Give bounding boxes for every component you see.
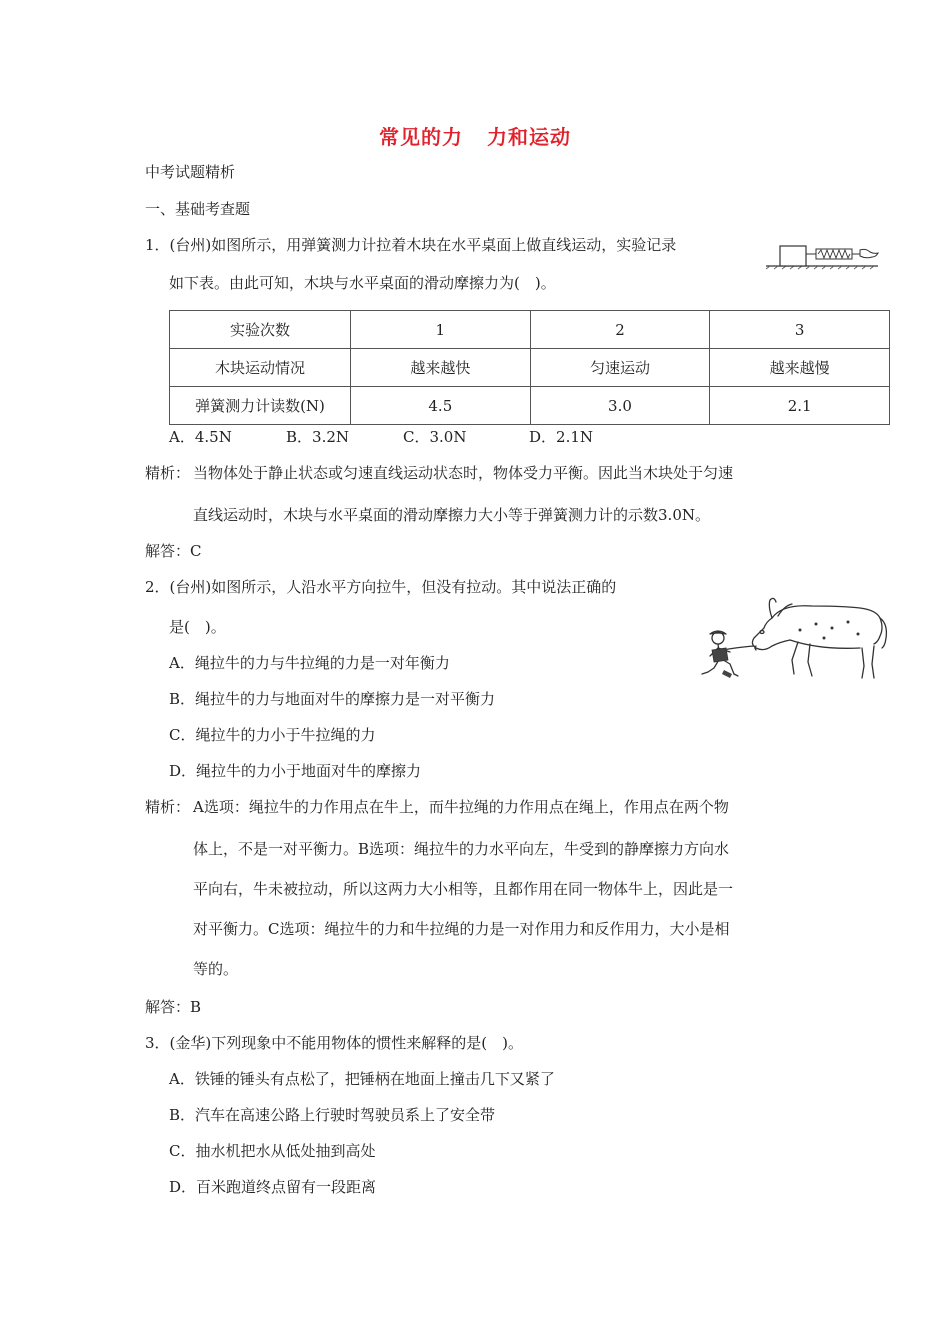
q2-option-b: B．绳拉牛的力与地面对牛的摩擦力是一对平衡力	[169, 690, 496, 708]
q3-stem: 3．(金华)下列现象中不能用物体的惯性来解释的是( )。	[145, 1034, 523, 1052]
q1-option-b: B．3.2N	[286, 428, 350, 446]
page-title	[0, 127, 950, 147]
q2-analysis-line-4: 对平衡力。C选项：绳拉牛的力和牛拉绳的力是一对作用力和反作用力，大小是相	[193, 920, 730, 938]
title-part-1: 常见的力	[379, 125, 463, 149]
table-cell: 2.1	[710, 387, 890, 425]
table-row	[170, 311, 890, 349]
table-cell: 实验次数	[170, 311, 351, 349]
q2-analysis-line-3: 平向右，牛未被拉动，所以这两力大小相等，且都作用在同一物体牛上，因此是一	[193, 880, 734, 898]
table-cell: 3.0	[530, 387, 710, 425]
q2-stem-line-1: 2．(台州)如图所示，人沿水平方向拉牛，但没有拉动。其中说法正确的	[145, 578, 617, 596]
table-cell: 弹簧测力计读数(N)	[170, 387, 351, 425]
subsection-heading: 一、基础考查题	[145, 200, 251, 218]
q2-analysis-line-1: A选项：绳拉牛的力作用点在牛上，而牛拉绳的力作用点在绳上，作用点在两个物	[193, 798, 729, 816]
q2-stem-line-2: 是( )。	[169, 618, 226, 636]
q1-stem-line-1: 1．(台州)如图所示，用弹簧测力计拉着木块在水平桌面上做直线运动，实验记录	[145, 236, 677, 254]
q3-option-d: D．百米跑道终点留有一段距离	[169, 1178, 377, 1196]
title-part-2: 力和运动	[487, 125, 571, 149]
q2-answer: 解答：B	[145, 998, 202, 1016]
q1-option-d: D．2.1N	[529, 428, 594, 446]
q2-option-d: D．绳拉牛的力小于地面对牛的摩擦力	[169, 762, 422, 780]
table-cell: 木块运动情况	[170, 349, 351, 387]
table-cell: 越来越慢	[710, 349, 890, 387]
q1-answer: 解答：C	[145, 542, 202, 560]
q2-option-c: C．绳拉牛的力小于牛拉绳的力	[169, 726, 376, 744]
person-pulling-ox-figure	[698, 596, 890, 688]
table-cell: 4.5	[351, 387, 531, 425]
q3-option-b: B．汽车在高速公路上行驶时驾驶员系上了安全带	[169, 1106, 496, 1124]
q3-option-a: A．铁锤的锤头有点松了，把锤柄在地面上撞击几下又紧了	[169, 1070, 555, 1088]
table-cell: 3	[710, 311, 890, 349]
q1-analysis-line-1: 当物体处于静止状态或匀速直线运动状态时，物体受力平衡。因此当木块处于匀速	[193, 464, 734, 482]
q1-analysis-line-2: 直线运动时，木块与水平桌面的滑动摩擦力大小等于弹簧测力计的示数3.0N。	[193, 506, 710, 524]
q1-analysis-label: 精析：	[145, 464, 191, 482]
q2-option-a: A．绳拉牛的力与牛拉绳的力是一对年衡力	[169, 654, 450, 672]
spring-scale-block-figure	[764, 240, 882, 270]
experiment-record-table	[169, 310, 890, 425]
q1-stem-line-2: 如下表。由此可知，木块与水平桌面的滑动摩擦力为( )。	[169, 274, 556, 292]
q3-option-c: C．抽水机把水从低处抽到高处	[169, 1142, 376, 1160]
section-heading: 中考试题精析	[145, 163, 236, 181]
q2-analysis-line-2: 体上，不是一对平衡力。B选项：绳拉牛的力水平向左，牛受到的静摩擦力方向水	[193, 840, 730, 858]
q1-option-a: A．4.5N	[169, 428, 232, 446]
table-cell: 匀速运动	[530, 349, 710, 387]
table-row	[170, 349, 890, 387]
table-row	[170, 387, 890, 425]
q2-analysis-label: 精析：	[145, 798, 191, 816]
q2-analysis-line-5: 等的。	[193, 960, 239, 978]
table-cell: 越来越快	[351, 349, 531, 387]
table-cell: 2	[530, 311, 710, 349]
table-cell: 1	[351, 311, 531, 349]
q1-option-c: C．3.0N	[403, 428, 467, 446]
